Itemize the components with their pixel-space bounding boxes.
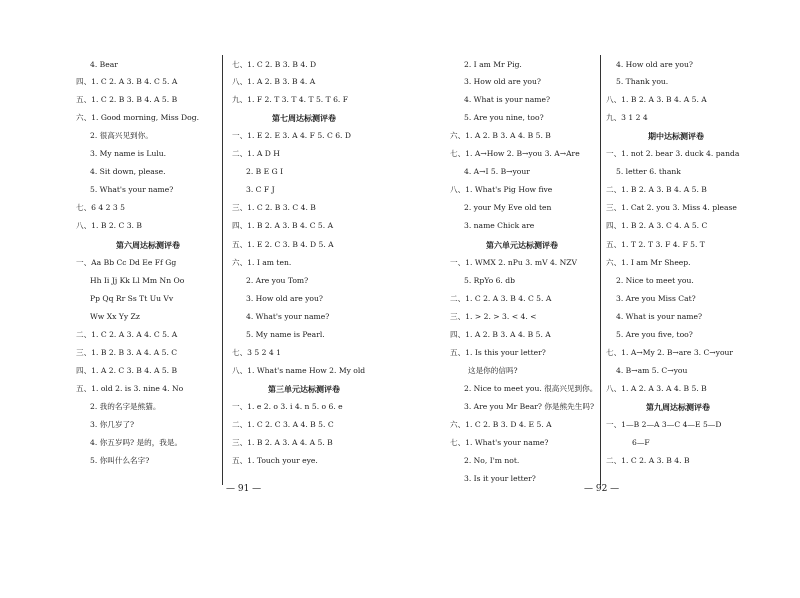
answer-line: 2. Are you Tom? — [246, 276, 309, 285]
answer-line: 五、1. Touch your eye. — [232, 456, 318, 465]
answer-line: 2. your My Eve old ten — [464, 203, 552, 212]
answer-line: 3. name Chick are — [464, 221, 535, 230]
answer-line: 八、1. A 2. A 3. A 4. B 5. B — [606, 384, 707, 393]
answer-line: 二、1. C 2. A 3. B 4. B — [606, 456, 690, 465]
section-heading: 第三单元达标测评卷 — [268, 384, 340, 394]
answer-line: 八、1. What's Pig How five — [450, 185, 553, 194]
answer-line: 四、1. C 2. A 3. B 4. C 5. A — [76, 77, 178, 86]
answer-line: 四、1. A 2. B 3. A 4. B 5. A — [450, 330, 551, 339]
answer-line: 4. What's your name? — [246, 312, 330, 321]
answer-line: Hh Ii Jj Kk Ll Mm Nn Oo — [90, 276, 185, 285]
answer-line: 三、1. > 2. > 3. < 4. < — [450, 312, 537, 321]
answer-line: 2. 我的名字是熊猫。 — [90, 402, 161, 411]
answer-line: 3. Is it your letter? — [464, 474, 536, 483]
answer-line: 5. Are you nine, too? — [464, 113, 544, 122]
answer-line: 5. My name is Pearl. — [246, 330, 325, 339]
answer-line: 八、1. A 2. B 3. B 4. A — [232, 77, 316, 86]
answer-line: 七、1. What's your name? — [450, 438, 549, 447]
answer-line: 3. Are you Mr Bear? 你是熊先生吗? — [464, 402, 595, 411]
answer-line: 五、1. E 2. C 3. B 4. D 5. A — [232, 240, 334, 249]
answer-line: 七、1. A→How 2. B→you 3. A→Are — [450, 149, 580, 158]
answer-line: 七、3 5 2 4 1 — [232, 348, 281, 357]
answer-line: 七、1. A→My 2. B→are 3. C→your — [606, 348, 734, 357]
answer-line: 九、3 1 2 4 — [606, 113, 648, 122]
answer-line: Pp Qq Rr Ss Tt Uu Vv — [90, 294, 174, 303]
answer-line: 2. I am Mr Pig. — [464, 60, 522, 69]
section-heading: 第六单元达标测评卷 — [486, 240, 558, 250]
answer-line: 6—F — [632, 438, 650, 447]
answer-line: 四、1. B 2. A 3. B 4. C 5. A — [232, 221, 334, 230]
answer-line: 六、1. Good morning, Miss Dog. — [76, 113, 199, 122]
answer-line: 七、1. C 2. B 3. B 4. D — [232, 60, 317, 69]
column-divider-right — [600, 55, 601, 485]
answer-line: 七、6 4 2 3 5 — [76, 203, 125, 212]
answer-line: 二、1. B 2. A 3. B 4. A 5. B — [606, 185, 707, 194]
answer-line: 5. Are you five, too? — [616, 330, 693, 339]
answer-line: 二、1. A D H — [232, 149, 280, 158]
answer-line: 5. What's your name? — [90, 185, 174, 194]
answer-line: 三、1. B 2. B 3. A 4. A 5. C — [76, 348, 178, 357]
answer-line: 一、Aa Bb Cc Dd Ee Ff Gg — [76, 258, 177, 267]
answer-line: 3. Are you Miss Cat? — [616, 294, 696, 303]
answer-line: 5. Thank you. — [616, 77, 669, 86]
answer-line: 一、1. not 2. bear 3. duck 4. panda — [606, 149, 740, 158]
answer-line: 2. 很高兴见到你。 — [90, 131, 153, 140]
answer-line: 2. No, I'm not. — [464, 456, 520, 465]
answer-line: 四、1. B 2. A 3. C 4. A 5. C — [606, 221, 708, 230]
column-divider-left — [222, 55, 223, 485]
section-heading: 期中达标测评卷 — [648, 131, 704, 141]
section-heading: 第九周达标测评卷 — [646, 402, 710, 412]
answer-line: 九、1. F 2. T 3. T 4. T 5. T 6. F — [232, 95, 349, 104]
answer-line: 八、1. B 2. A 3. B 4. A 5. A — [606, 95, 707, 104]
answer-line: 5. 你叫什么名字? — [90, 456, 150, 465]
page-number-right: — 92 — — [584, 484, 620, 494]
answer-line: 六、1. A 2. B 3. A 4. B 5. B — [450, 131, 551, 140]
answer-line: 八、1. B 2. C 3. B — [76, 221, 142, 230]
answer-line: 六、1. I am ten. — [232, 258, 292, 267]
answer-line: 4. What is your name? — [616, 312, 703, 321]
answer-line: 一、1. e 2. o 3. i 4. n 5. o 6. e — [232, 402, 343, 411]
answer-line: 这是你的信吗? — [468, 366, 518, 375]
section-heading: 第七周达标测评卷 — [272, 113, 336, 123]
answer-line: 四、1. A 2. C 3. B 4. A 5. B — [76, 366, 178, 375]
answer-line: 三、1. Cat 2. you 3. Miss 4. please — [606, 203, 737, 212]
answer-line: 4. 你五岁吗? 是的，我是。 — [90, 438, 183, 447]
answer-line: 八、1. What's name How 2. My old — [232, 366, 366, 375]
section-heading: 第六周达标测评卷 — [116, 240, 180, 250]
answer-line: 六、1. I am Mr Sheep. — [606, 258, 691, 267]
answer-line: 一、1—B 2—A 3—C 4—E 5—D — [606, 420, 722, 429]
answer-line: 五、1. T 2. T 3. F 4. F 5. T — [606, 240, 705, 249]
answer-line: Ww Xx Yy Zz — [90, 312, 140, 321]
answer-line: 3. C F J — [246, 185, 275, 194]
answer-line: 4. How old are you? — [616, 60, 693, 69]
answer-line: 4. Sit down, please. — [90, 167, 166, 176]
answer-line: 4. A→I 5. B→your — [464, 167, 530, 176]
answer-line: 3. My name is Lulu. — [90, 149, 167, 158]
answer-line: 一、1. WMX 2. nPu 3. mV 4. NZV — [450, 258, 578, 267]
answer-line: 五、1. Is this your letter? — [450, 348, 546, 357]
answer-line: 2. Nice to meet you. 很高兴见到你。 — [464, 384, 598, 393]
answer-line: 3. How old are you? — [246, 294, 323, 303]
answer-line: 二、1. C 2. C 3. A 4. B 5. C — [232, 420, 334, 429]
answer-line: 五、1. old 2. is 3. nine 4. No — [76, 384, 184, 393]
answer-line: 2. B E G I — [246, 167, 284, 176]
answer-line: 一、1. E 2. E 3. A 4. F 5. C 6. D — [232, 131, 351, 140]
answer-line: 3. 你几岁了? — [90, 420, 135, 429]
page-number-left: — 91 — — [226, 484, 262, 494]
answer-line: 五、1. C 2. B 3. B 4. A 5. B — [76, 95, 178, 104]
answer-line: 二、1. C 2. A 3. B 4. C 5. A — [450, 294, 552, 303]
answer-line: 2. Nice to meet you. — [616, 276, 694, 285]
answer-line: 三、1. B 2. A 3. A 4. A 5. B — [232, 438, 333, 447]
answer-line: 5. RpYo 6. db — [464, 276, 515, 285]
answer-line: 4. B→am 5. C→you — [616, 366, 688, 375]
answer-line: 六、1. C 2. B 3. D 4. E 5. A — [450, 420, 552, 429]
answer-line: 4. Bear — [90, 60, 118, 69]
answer-line: 三、1. C 2. B 3. C 4. B — [232, 203, 316, 212]
answer-line: 5. letter 6. thank — [616, 167, 681, 176]
answer-line: 4. What is your name? — [464, 95, 551, 104]
answer-line: 二、1. C 2. A 3. A 4. C 5. A — [76, 330, 178, 339]
answer-line: 3. How old are you? — [464, 77, 541, 86]
